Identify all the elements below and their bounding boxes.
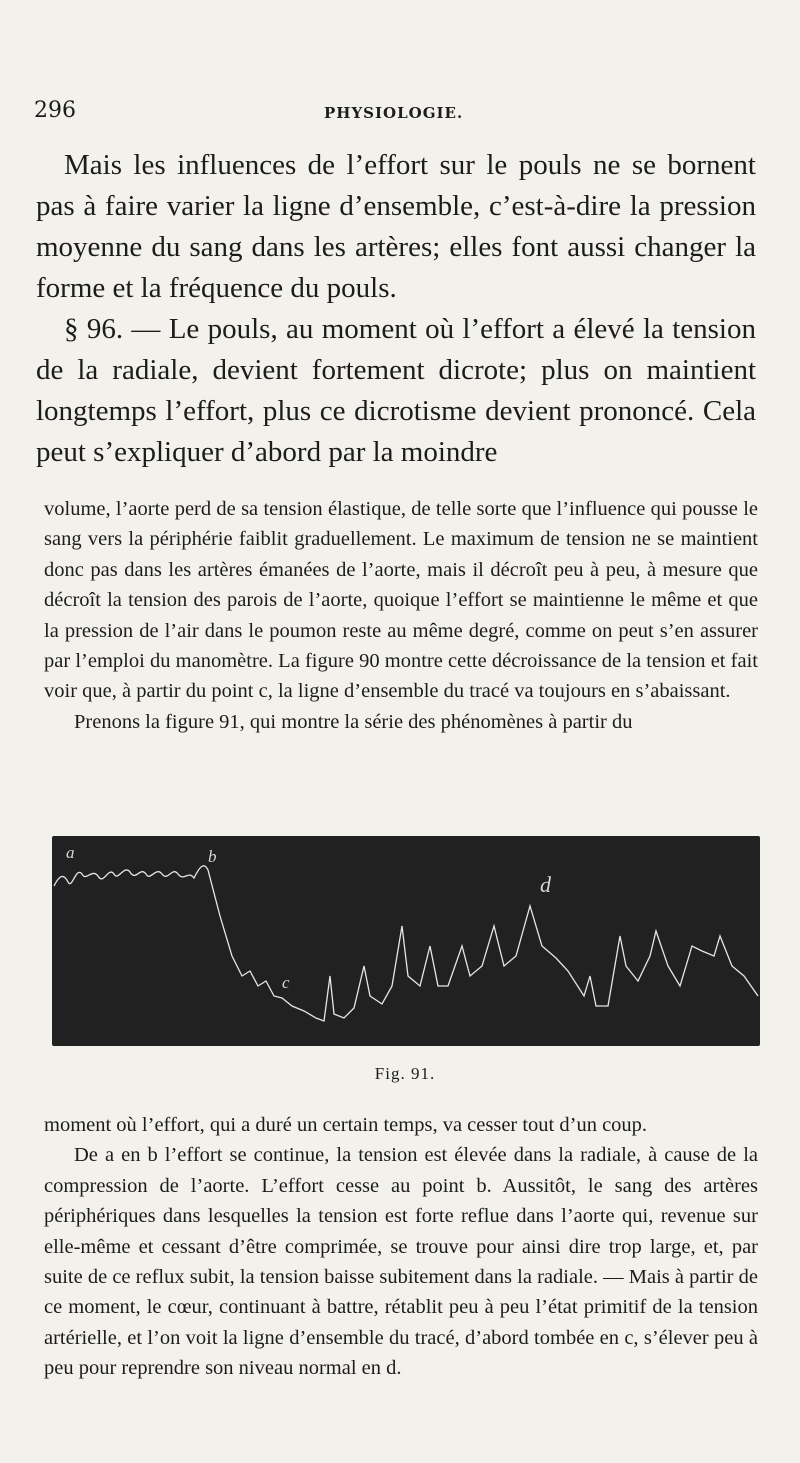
running-head: PHYSIOLOGIE. <box>324 104 464 122</box>
figure-caption-text: Fig. 91. <box>374 1064 436 1083</box>
paragraph-prenons: Prenons la figure 91, qui montre la série des phénomènes à partir du <box>74 710 633 733</box>
page-number: 296 <box>34 98 76 123</box>
pulse-tracing-svg <box>52 836 760 1046</box>
figure-caption <box>0 1064 800 1084</box>
large-text-block <box>36 145 756 473</box>
paragraph-aorte: volume, l’aorte perd de sa tension élastique, de telle sorte que l’influence qui pousse le sang vers la périphérie faiblit graduellement. Le maximum de tension ne se maintient donc pas dans les artères émanées de l’aorte, mais il décroît peu à peu, à mesure que décroît la tension des parois de l’aorte, quoique l’effort se maintienne le même et que la pression de l’air dans le poumon reste au même degré, comme on peut s’en assurer par l’emploi du manomètre. La figure 90 montre cette décroissance de la tension et fait voir que, à partir du point c, la ligne d’ensemble du tracé va toujours en s’abaissant. <box>44 498 758 703</box>
pulse-tracing-line <box>54 866 758 1021</box>
label-b: b <box>208 847 217 866</box>
paragraph-de-a-en-b: De a en b l’effort se continue, la tension est élevée dans la radiale, à cause de la compression de l’aorte. L’effort cesse au point b. Aussitôt, le sang des artères périphériques dans lesquelles la tension est forte reflue dans l’aorte qui, revenue sur elle-même et cessant d’être comprimée, se trouve pour ainsi dire trop large, et, par suite de ce reflux subit, la tension baisse subitement dans la radiale. — Mais à partir de ce moment, le cœur, continuant à battre, rétablit peu à peu l’état primitif de la tension artérielle, et l’on voit la ligne d’ensemble du tracé, d’abord tombée en c, s’élever peu à peu pour reprendre son niveau normal en d. <box>44 1144 758 1380</box>
paragraph-influences: Mais les influences de l’effort sur le pouls ne se bornent pas à faire varier la ligne d’ensemble, c’est-à-dire la pression moyenne du sang dans les artères; elles font aussi changer la forme et la fréquence du pouls. <box>36 149 756 304</box>
label-c: c <box>282 973 290 992</box>
paragraph-moment: moment où l’effort, qui a duré un certain temps, va cesser tout d’un coup. <box>44 1114 648 1136</box>
paragraph-section-96: § 96. — Le pouls, au moment où l’effort a élevé la tension de la radiale, devient fortement dicrote; plus on maintient longtemps l’effort, plus ce dicrotisme devient prononcé. Cela peut s’expliquer d’abord par la moindre <box>36 313 756 468</box>
label-d: d <box>540 872 551 897</box>
small-text-block <box>44 494 758 737</box>
bottom-text-block <box>44 1110 758 1384</box>
page-header <box>34 98 760 128</box>
pulse-tracing-figure <box>52 836 760 1046</box>
label-a: a <box>66 843 75 862</box>
